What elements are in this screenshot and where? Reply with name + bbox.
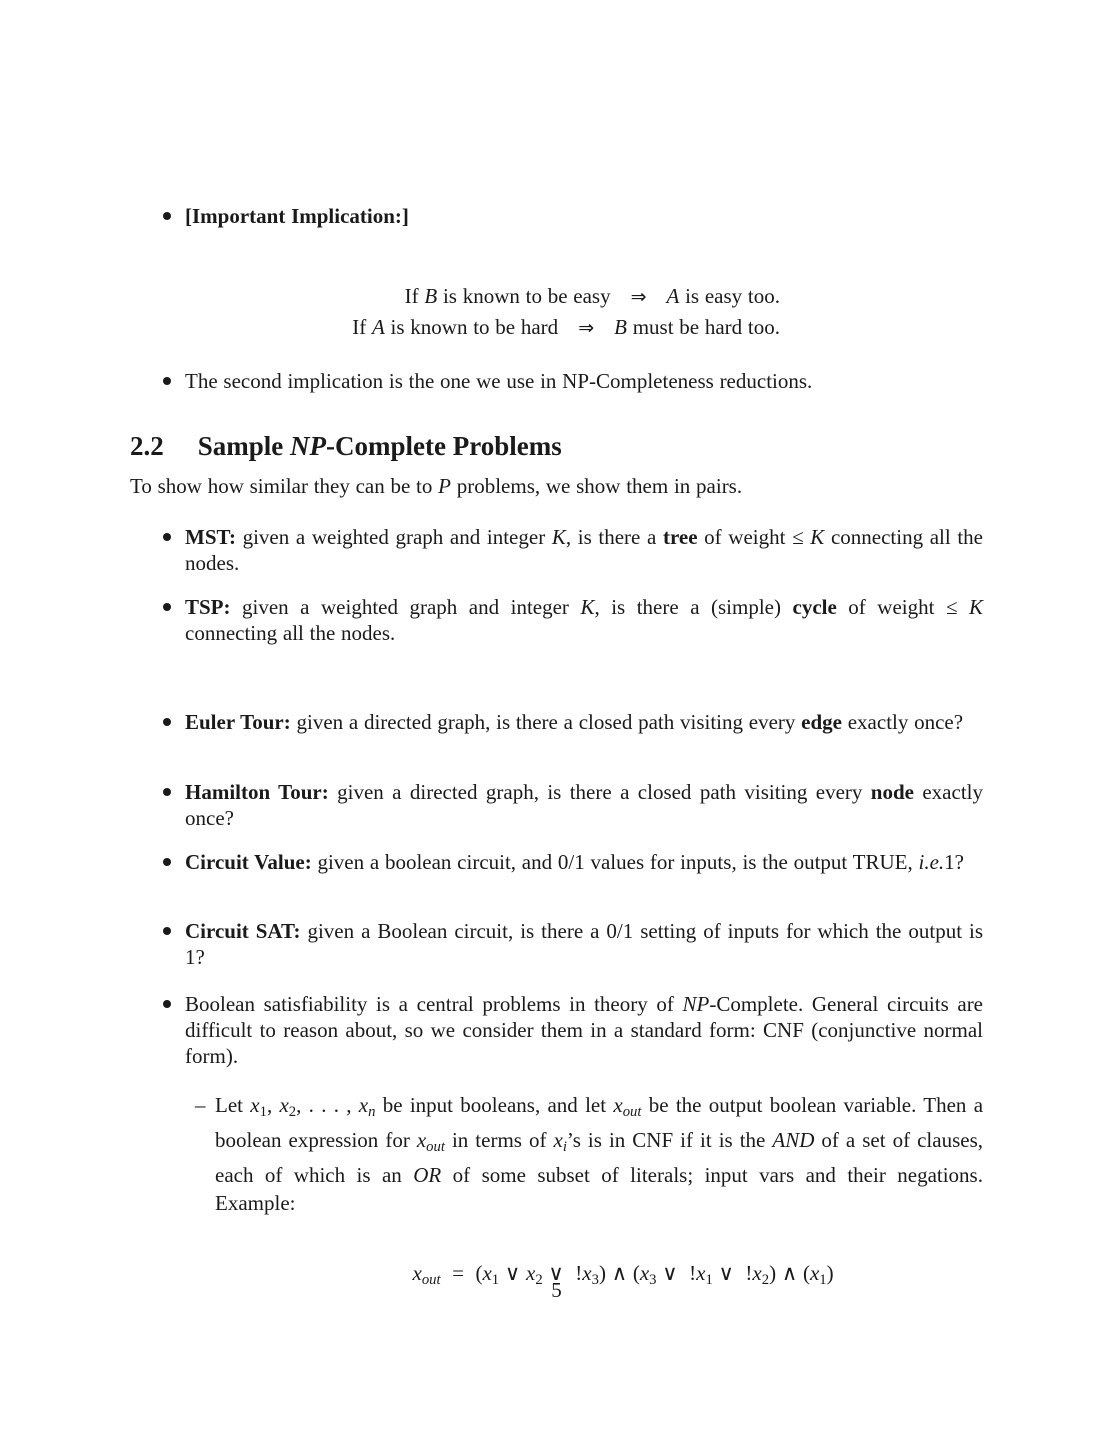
bullet-text (185, 850, 964, 874)
text-run: x (613, 1093, 623, 1117)
bullet-marker-icon (163, 788, 171, 796)
text-run: Euler Tour: (185, 710, 291, 734)
text-run: x (553, 1127, 563, 1152)
text-run: ∨ (499, 1261, 526, 1285)
text-run: If (404, 284, 425, 308)
text-run: x (639, 1261, 650, 1285)
text-run: 1 (705, 1271, 713, 1288)
text-run: NP (290, 431, 327, 461)
implies-arrow-icon: ⇒ (630, 286, 647, 308)
bullet-marker-icon (163, 533, 171, 541)
text-run: 1? (944, 850, 964, 874)
bullet-item-circuit-value (130, 849, 983, 875)
text-run: given a directed graph, is there a closed path visiting every (328, 780, 871, 804)
text-run: , (266, 1093, 280, 1117)
text-run: 1 (491, 1271, 500, 1288)
text-run: exactly once? (841, 710, 964, 734)
dash-marker-icon: – (195, 1093, 206, 1117)
text-run: is known to be hard (384, 315, 559, 339)
bullet-text (185, 595, 983, 645)
bullet-item-mst (130, 524, 983, 576)
text-run: given a directed graph, is there a closed path visiting every (290, 710, 802, 734)
text-run: cycle (792, 595, 837, 619)
bullet-marker-icon (163, 858, 171, 866)
text-run: , is there a (simple) (594, 595, 793, 619)
text-run: x (752, 1261, 762, 1285)
text-run: given a weighted graph and integer (235, 525, 552, 549)
text-run: given a boolean circuit, and 0/1 values for inputs, is the output TRUE, (311, 850, 919, 874)
text-run: given a Boolean circuit, is there a 0/1 setting of inputs for which the output is 1? (185, 919, 984, 969)
text-run: x (582, 1261, 592, 1285)
section-heading (130, 429, 983, 463)
text-run: tree (662, 525, 698, 549)
bullet-item-important-implication (130, 203, 983, 229)
text-run: given a weighted graph and integer (230, 595, 581, 619)
dash-item-cnf-definition (130, 1091, 983, 1217)
text-run: 2 (288, 1103, 297, 1120)
text-run: NP (682, 992, 710, 1016)
implication-row (130, 281, 780, 312)
text-run: be the output boolean variable. Then a boolean expression for (215, 1093, 984, 1152)
text-run: The second implication is the one we use in NP-Completeness reductions. (185, 369, 813, 393)
text-run: x (250, 1093, 260, 1117)
text-run: [Important Implication:] (185, 204, 409, 228)
text-run: node (870, 780, 914, 804)
bullet-text (185, 780, 983, 830)
bullet-item-circuit-sat (130, 918, 983, 970)
bullet-marker-icon (163, 212, 171, 220)
bullet-text (185, 369, 812, 393)
bullet-text (185, 525, 983, 575)
text-run: x (482, 1261, 492, 1285)
text-run: of some subset of literals; input vars and their negations. Example: (215, 1162, 983, 1215)
intro-paragraph (130, 473, 983, 499)
text-run: , is there a (565, 525, 663, 549)
text-run: = ( (440, 1261, 483, 1285)
text-run: ) (826, 1261, 834, 1285)
text-run: ∨ ! (656, 1261, 697, 1285)
text-run: OR (413, 1162, 442, 1187)
bullet-text (185, 204, 409, 228)
implication-right (614, 315, 780, 339)
text-run: AND (772, 1127, 815, 1152)
text-run: K (580, 595, 595, 619)
text-run: 1 (259, 1103, 267, 1120)
bullet-item-boolean-satisfiability (130, 991, 983, 1069)
text-run: must be hard too. (626, 315, 780, 339)
text-run: Boolean satisfiability is a central problems in theory of (185, 992, 683, 1016)
bullet-item-tsp (130, 594, 983, 646)
text-run: Hamilton Tour: (185, 780, 329, 804)
text-run: i (562, 1138, 567, 1155)
text-run: B (424, 284, 438, 308)
text-run: ) ∧ ( (598, 1261, 640, 1285)
text-run: x (416, 1127, 427, 1152)
text-run: out (622, 1103, 642, 1120)
bullet-marker-icon (163, 377, 171, 385)
section-number: 2.2 (130, 431, 164, 461)
text-run: K (551, 525, 566, 549)
bullet-marker-icon (163, 718, 171, 726)
text-run: -Complete. General circuits are difficult to reason about, so we consider them in a standard form: CNF (conjunctive normal form). (185, 992, 984, 1068)
text-run: MST: (185, 525, 236, 549)
page-content (130, 0, 983, 1440)
text-run: of a set of clauses, each of which is an (215, 1127, 983, 1187)
text-run: Circuit Value: (185, 850, 312, 874)
text-run: edge (801, 710, 842, 734)
paragraph-text (130, 474, 742, 498)
implication-left (352, 315, 558, 339)
bullet-text (185, 992, 983, 1068)
text-run: out (421, 1271, 441, 1288)
text-run: i.e. (918, 850, 945, 874)
text-run: connecting all the nodes. (185, 525, 983, 575)
text-run: x (696, 1261, 706, 1285)
text-run: A (666, 284, 680, 308)
bullet-text (185, 710, 963, 734)
text-run: of weight ≤ (697, 525, 811, 549)
section-title (198, 431, 562, 461)
text-run: n (368, 1103, 376, 1120)
text-run: exactly once? (185, 780, 983, 830)
text-run: 2 (535, 1271, 543, 1288)
implies-arrow-icon: ⇒ (578, 317, 595, 339)
bullet-marker-icon (163, 1000, 171, 1008)
text-run: 1 (819, 1271, 827, 1288)
text-run: ∨ ! (712, 1261, 753, 1285)
text-run: be input booleans, and let (375, 1093, 614, 1117)
text-run: TSP: (185, 595, 231, 619)
text-run: K (810, 525, 825, 549)
text-run: -Complete Problems (326, 431, 562, 461)
dash-item-text (215, 1093, 983, 1215)
text-run: connecting all the nodes. (185, 621, 396, 645)
implication-left (405, 284, 611, 308)
text-run: x (809, 1261, 820, 1285)
text-run: out (426, 1138, 445, 1155)
bullet-marker-icon (163, 927, 171, 935)
text-run: B (614, 315, 627, 339)
text-run: of weight ≤ (836, 595, 969, 619)
text-run: x (526, 1261, 536, 1285)
text-run: problems, we show them in pairs. (450, 474, 743, 498)
text-run: , . . . , (296, 1093, 359, 1117)
text-run: x (358, 1093, 369, 1117)
text-run: 2 (761, 1271, 770, 1288)
text-run: A (371, 315, 385, 339)
implication-right (667, 284, 780, 308)
text-run: K (968, 595, 983, 619)
text-run: Circuit SAT: (185, 919, 301, 943)
implication-equations (130, 281, 780, 343)
bullet-marker-icon (163, 603, 171, 611)
bullet-text (185, 919, 983, 969)
implication-row (130, 312, 780, 343)
text-run: 3 (591, 1271, 599, 1288)
bullet-item-euler-tour (130, 709, 983, 735)
text-run: 3 (649, 1271, 657, 1288)
text-run: ’s is in CNF if it is the (566, 1127, 773, 1152)
bullet-item-second-implication (130, 368, 983, 394)
text-run: ∨ ! (542, 1261, 583, 1285)
text-run: x (279, 1093, 289, 1117)
page-number: 5 (551, 1278, 562, 1302)
text-run: is known to be easy (437, 284, 611, 308)
text-run: ) ∧ ( (769, 1261, 810, 1285)
text-run: P (438, 474, 451, 498)
text-run: Sample (197, 431, 291, 461)
text-run: is easy too. (679, 284, 780, 308)
text-run: x (412, 1261, 422, 1285)
text-run: To show how similar they can be to (130, 474, 439, 498)
bullet-item-hamilton-tour (130, 779, 983, 831)
text-run: in terms of (444, 1127, 554, 1152)
text-run: Let (215, 1093, 251, 1117)
text-run: If (352, 315, 372, 339)
